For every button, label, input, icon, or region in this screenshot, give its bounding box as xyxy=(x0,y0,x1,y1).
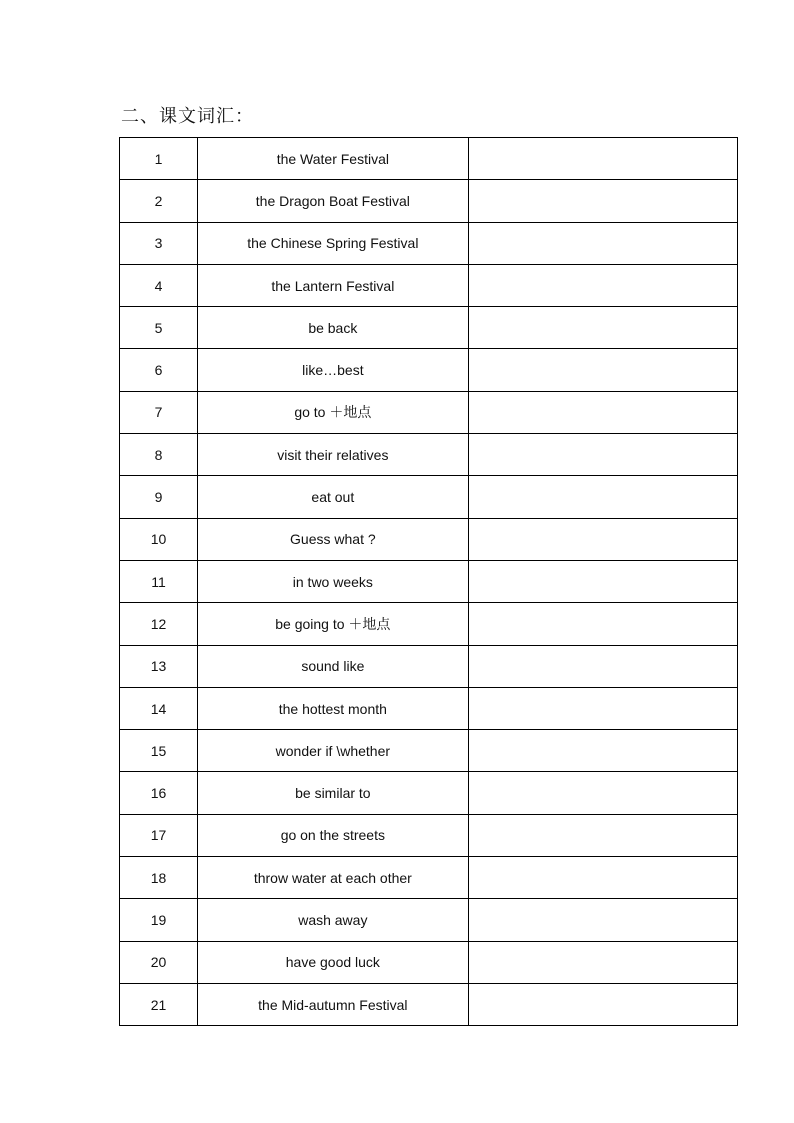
row-number: 11 xyxy=(120,560,198,602)
phrase-cell xyxy=(198,180,468,222)
answer-cell[interactable] xyxy=(468,814,737,856)
answer-cell[interactable] xyxy=(468,476,737,518)
answer-cell[interactable] xyxy=(468,983,737,1025)
phrase-text: throw water at each other xyxy=(253,869,412,886)
vocabulary-table-body xyxy=(120,138,738,1026)
answer-cell[interactable] xyxy=(468,730,737,772)
table-row xyxy=(120,222,738,264)
row-number: 13 xyxy=(120,645,198,687)
phrase-text: the Dragon Boat Festival xyxy=(255,192,410,209)
section-heading: 二、课文词汇： xyxy=(121,106,254,127)
phrase-text: be going to ＋地点 xyxy=(275,615,391,632)
phrase-cell xyxy=(198,772,468,814)
phrase-text: visit their relatives xyxy=(277,446,389,463)
row-number: 14 xyxy=(120,687,198,729)
row-number: 20 xyxy=(120,941,198,983)
row-number: 3 xyxy=(120,222,198,264)
phrase-cell xyxy=(198,476,468,518)
answer-cell[interactable] xyxy=(468,603,737,645)
table-row xyxy=(120,434,738,476)
table-row xyxy=(120,814,738,856)
answer-cell[interactable] xyxy=(468,180,737,222)
table-row xyxy=(120,518,738,560)
answer-cell[interactable] xyxy=(468,560,737,602)
row-number: 9 xyxy=(120,476,198,518)
answer-cell[interactable] xyxy=(468,391,737,433)
answer-cell[interactable] xyxy=(468,138,737,180)
phrase-cell xyxy=(198,603,468,645)
phrase-text: the hottest month xyxy=(278,700,387,717)
answer-cell[interactable] xyxy=(468,349,737,391)
table-row xyxy=(120,560,738,602)
phrase-cell xyxy=(198,138,468,180)
table-row xyxy=(120,349,738,391)
table-row xyxy=(120,180,738,222)
phrase-text: go on the streets xyxy=(280,827,385,844)
row-number: 18 xyxy=(120,857,198,899)
answer-cell[interactable] xyxy=(468,307,737,349)
row-number: 8 xyxy=(120,434,198,476)
phrase-text: eat out xyxy=(311,489,355,506)
phrase-text: have good luck xyxy=(285,954,380,971)
phrase-cell xyxy=(198,899,468,941)
phrase-cell xyxy=(198,518,468,560)
phrase-text: go to ＋地点 xyxy=(294,404,372,421)
answer-cell[interactable] xyxy=(468,434,737,476)
answer-cell[interactable] xyxy=(468,518,737,560)
vocabulary-table xyxy=(119,137,738,1026)
phrase-text: Guess what ? xyxy=(290,531,376,548)
row-number: 6 xyxy=(120,349,198,391)
table-row xyxy=(120,264,738,306)
phrase-cell xyxy=(198,941,468,983)
phrase-cell xyxy=(198,264,468,306)
phrase-text: the Water Festival xyxy=(276,150,389,167)
phrase-text: in two weeks xyxy=(292,573,373,590)
phrase-cell xyxy=(198,730,468,772)
row-number: 12 xyxy=(120,603,198,645)
phrase-cell xyxy=(198,222,468,264)
table-row xyxy=(120,138,738,180)
table-row xyxy=(120,983,738,1025)
phrase-cell xyxy=(198,349,468,391)
answer-cell[interactable] xyxy=(468,645,737,687)
phrase-cell xyxy=(198,560,468,602)
row-number: 4 xyxy=(120,264,198,306)
table-row xyxy=(120,941,738,983)
row-number: 21 xyxy=(120,983,198,1025)
phrase-cell xyxy=(198,307,468,349)
phrase-text: wash away xyxy=(298,911,368,928)
row-number: 15 xyxy=(120,730,198,772)
answer-cell[interactable] xyxy=(468,941,737,983)
row-number: 7 xyxy=(120,391,198,433)
row-number: 17 xyxy=(120,814,198,856)
table-row xyxy=(120,899,738,941)
phrase-text: wonder if \whether xyxy=(275,742,391,759)
phrase-cell xyxy=(198,434,468,476)
phrase-text: the Chinese Spring Festival xyxy=(247,235,419,252)
phrase-text: be similar to xyxy=(295,785,371,802)
row-number: 16 xyxy=(120,772,198,814)
table-row xyxy=(120,687,738,729)
phrase-text: the Mid-autumn Festival xyxy=(258,996,408,1013)
answer-cell[interactable] xyxy=(468,264,737,306)
phrase-text: be back xyxy=(308,319,358,336)
answer-cell[interactable] xyxy=(468,772,737,814)
phrase-cell xyxy=(198,391,468,433)
row-number: 10 xyxy=(120,518,198,560)
phrase-cell xyxy=(198,814,468,856)
phrase-text: the Lantern Festival xyxy=(271,277,395,294)
table-row xyxy=(120,307,738,349)
table-row xyxy=(120,730,738,772)
answer-cell[interactable] xyxy=(468,899,737,941)
row-number: 1 xyxy=(120,138,198,180)
table-row xyxy=(120,476,738,518)
phrase-text: sound like xyxy=(301,658,365,675)
answer-cell[interactable] xyxy=(468,222,737,264)
row-number: 19 xyxy=(120,899,198,941)
row-number: 2 xyxy=(120,180,198,222)
table-row xyxy=(120,857,738,899)
row-number: 5 xyxy=(120,307,198,349)
phrase-cell xyxy=(198,983,468,1025)
answer-cell[interactable] xyxy=(468,857,737,899)
phrase-cell xyxy=(198,857,468,899)
phrase-cell xyxy=(198,645,468,687)
table-row xyxy=(120,603,738,645)
table-row xyxy=(120,391,738,433)
phrase-text: like…best xyxy=(302,362,364,379)
answer-cell[interactable] xyxy=(468,687,737,729)
table-row xyxy=(120,645,738,687)
phrase-cell xyxy=(198,687,468,729)
table-row xyxy=(120,772,738,814)
